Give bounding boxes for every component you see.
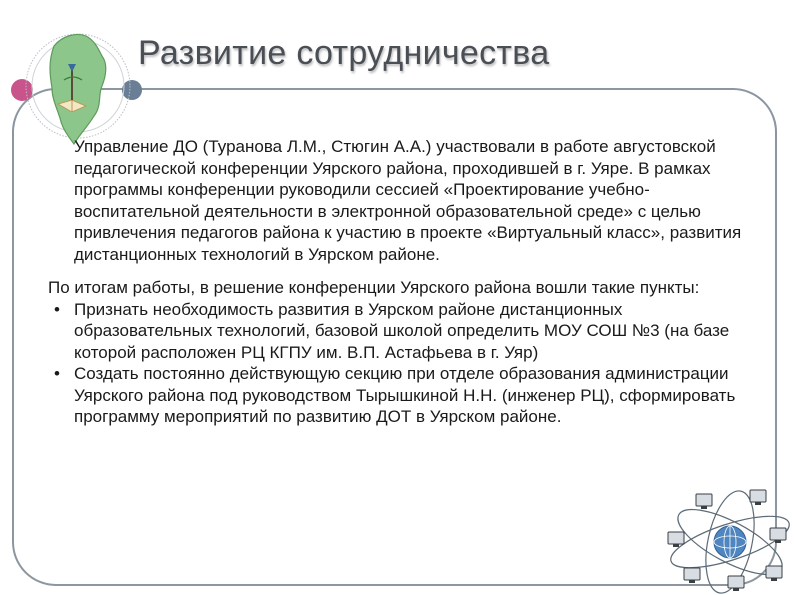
list-item-text: Признать необходимость развития в Уярском районе дистанционных образовательных технологий, базовой школой определить МОУ СОШ №3 (на базе которой расположен РЦ КГПУ им. В.П. Астафьева в г. Уяр) xyxy=(74,299,730,362)
page-title: Развитие сотрудничества xyxy=(138,34,550,72)
intro-paragraph: Управление ДО (Туранова Л.М., Стюгин А.А.) участвовали в работе августовской педагогической конференции Уярского района, проходившей в г. Уяре. В рамках программы конференции руководили сессией «Проектирование учебно-воспитательной деятельности в электронной образовательной среде» с целью привлечения педагогов района к участию в проекте «Виртуальный класс», развития дистанционных технологий в Уярском районе. xyxy=(74,137,742,264)
results-list xyxy=(48,299,760,428)
bullet-icon: • xyxy=(54,364,60,383)
list-item xyxy=(48,363,760,428)
results-lead: По итогам работы, в решение конференции Уярского района вошли такие пункты: xyxy=(48,278,700,297)
content-body xyxy=(48,136,760,428)
bullet-icon: • xyxy=(54,299,60,319)
slate-dot-icon xyxy=(122,80,142,100)
list-item-text: Создать постоянно действующую секцию при отделе образования администрации Уярского района под руководством Тырышкиной Н.Н. (инженер РЦ), сформировать программу мероприятий по развитию ДОТ в Уярском районе. xyxy=(74,364,736,426)
network-globe-icon xyxy=(658,480,794,595)
list-item xyxy=(48,299,760,364)
pink-dot-icon xyxy=(11,79,33,101)
district-emblem-logo xyxy=(2,2,142,152)
